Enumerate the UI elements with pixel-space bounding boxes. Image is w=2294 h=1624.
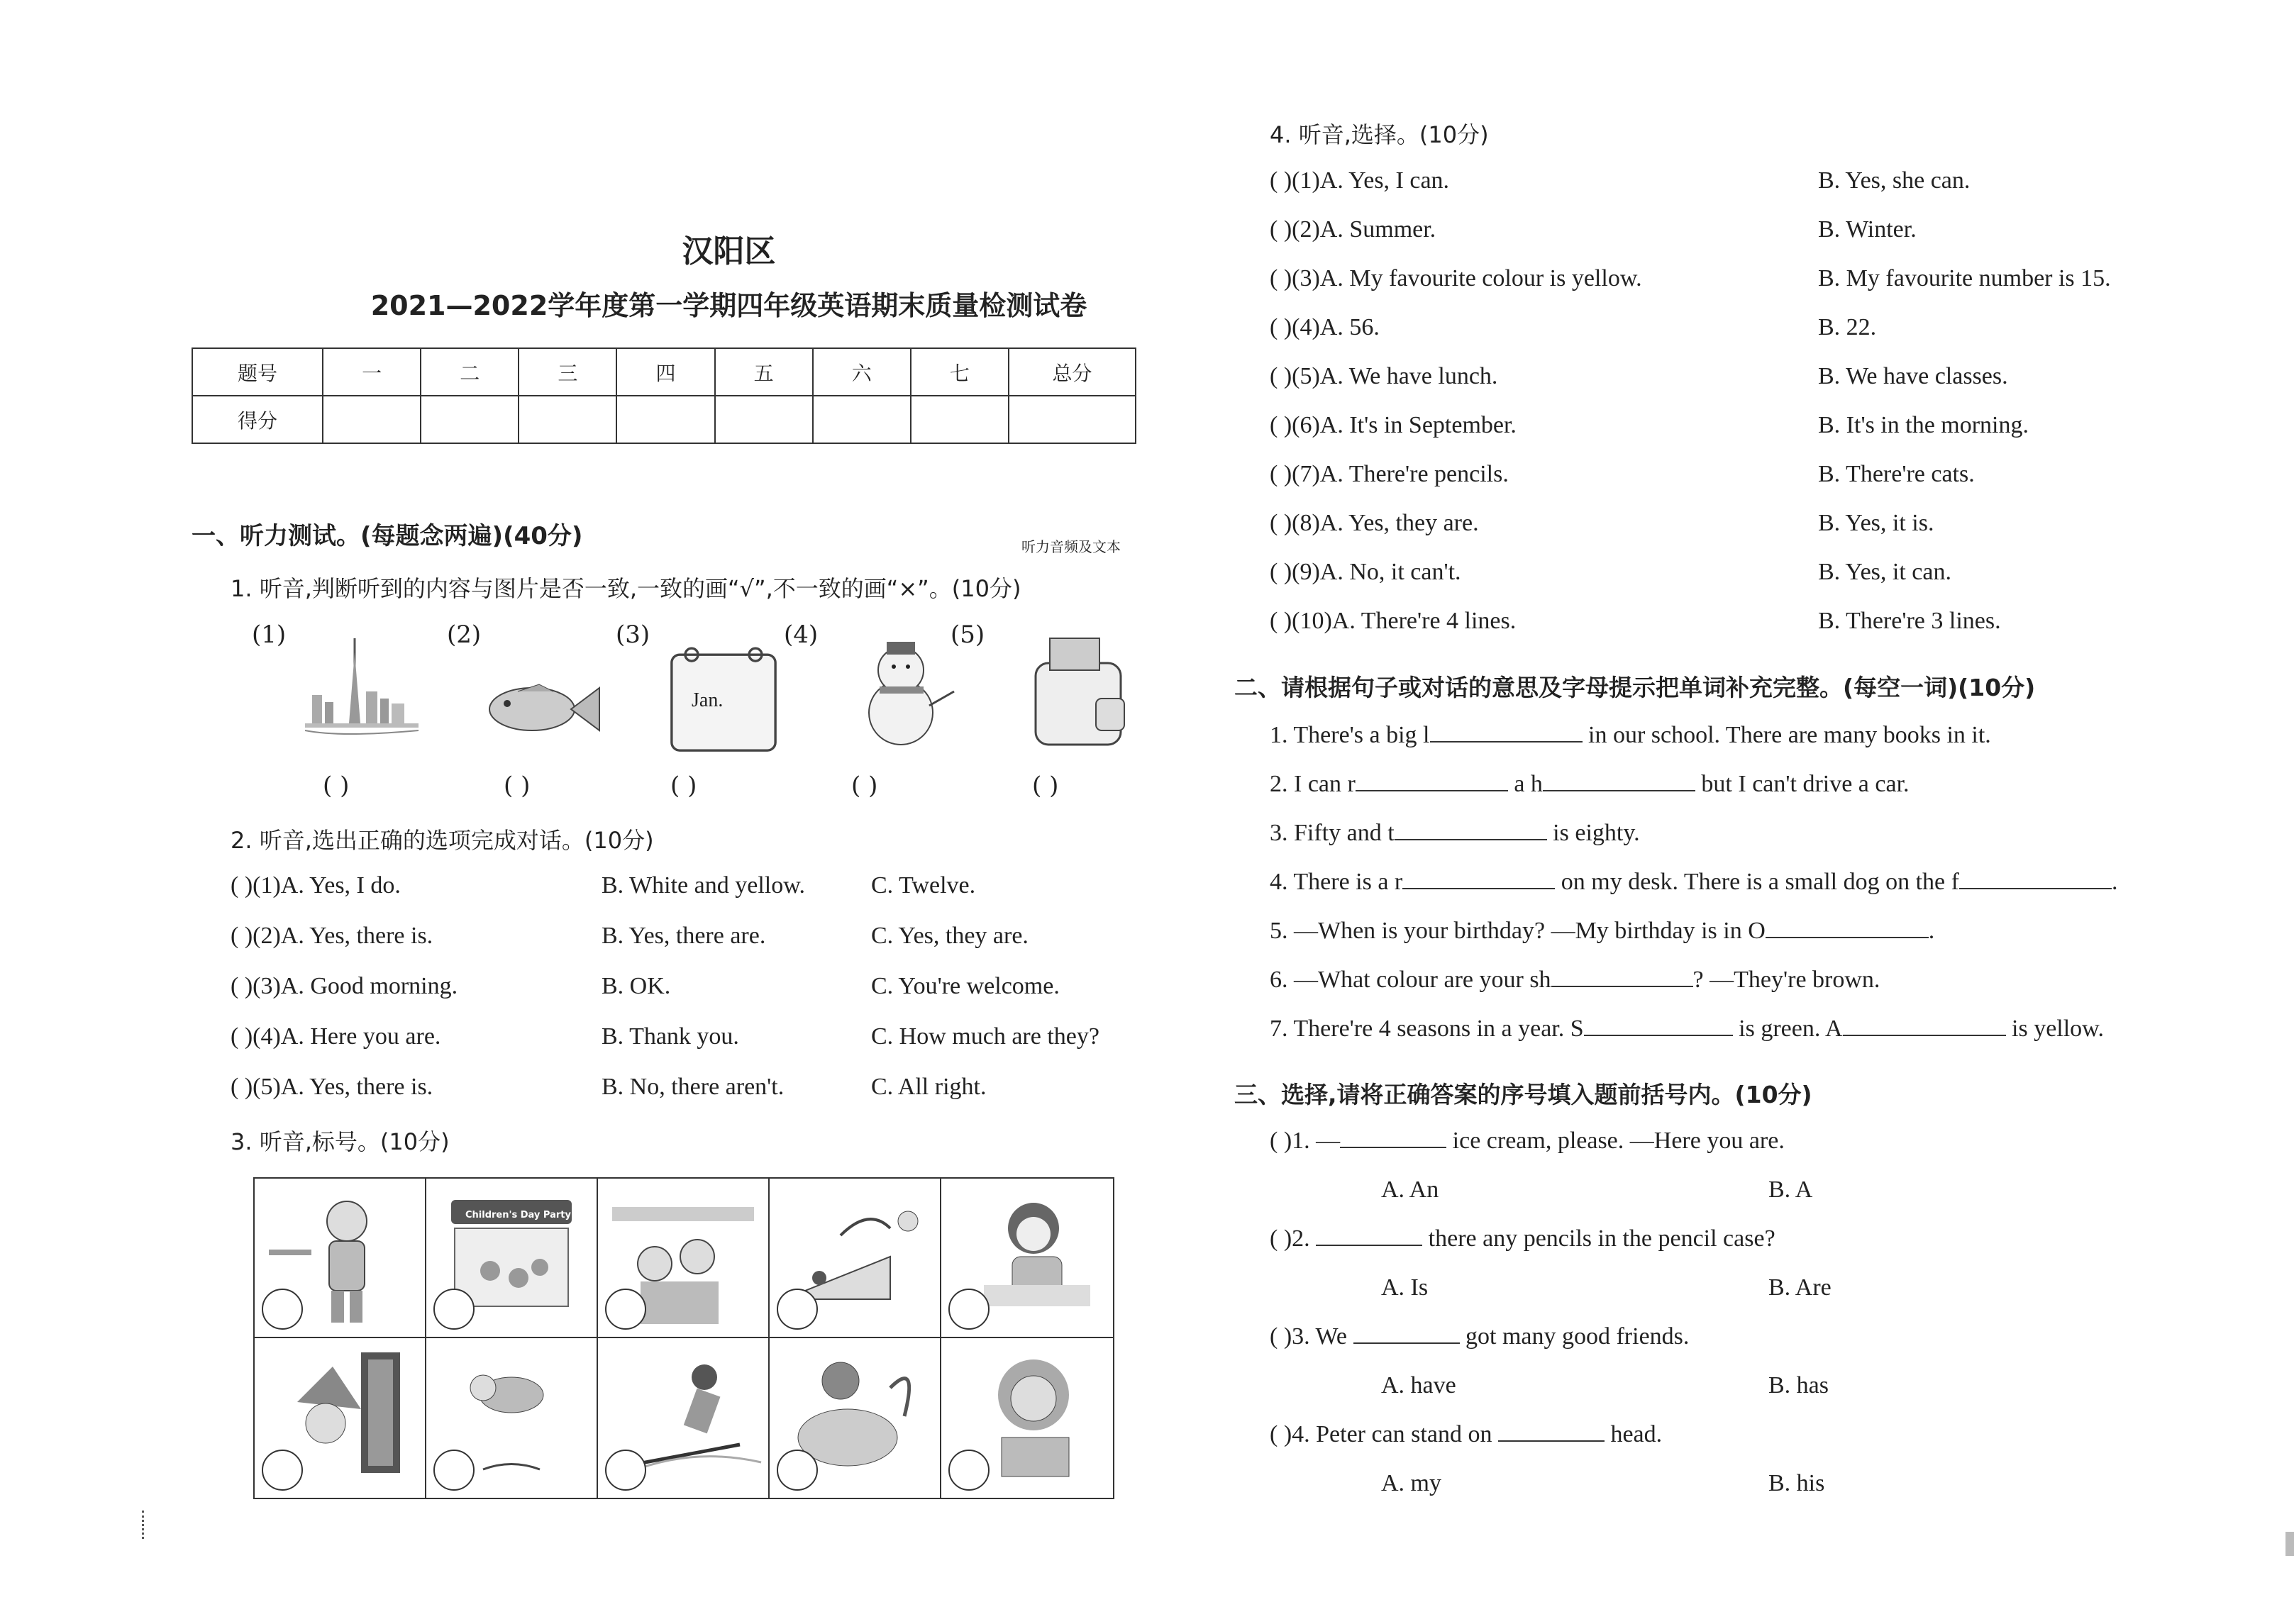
fill-text: . [1928,918,1935,944]
q1-answer-paren[interactable]: ( ) [1032,772,1059,800]
q1-label: (5) [951,621,985,649]
choice-text: ice cream, please. —Here you are. [1446,1128,1785,1154]
score-header-cell: 题号 [192,348,323,396]
score-header-cell: 五 [715,348,813,396]
schoolbag-picture [1014,631,1142,752]
district-title: 汉阳区 [682,233,776,269]
q3-picture-grid [253,1177,1114,1499]
fill-blank[interactable] [1395,839,1547,840]
q1-answer-paren[interactable]: ( ) [323,772,350,800]
choice-option-a[interactable]: A. my [1381,1470,1441,1496]
q3-number-circle[interactable] [777,1289,818,1330]
fill-line-2 [1270,771,1910,798]
q1-answer-paren[interactable]: ( ) [851,772,878,800]
q3-cell-party [426,1179,598,1338]
q1-label: (2) [447,621,482,649]
q4-item-a[interactable]: ( )(3)A. My favourite colour is yellow. [1270,265,1642,291]
fill-text: ? —They're brown. [1692,967,1880,993]
fill-line-4 [1270,869,2117,896]
q4-item-b[interactable]: B. Yes, it is. [1818,510,1934,536]
q3-prompt: 3. 听音,标号。(10分) [231,1128,450,1155]
q1-answer-paren[interactable]: ( ) [670,772,697,800]
fill-blank[interactable] [1843,1035,2006,1036]
q4-item-a[interactable]: ( )(8)A. Yes, they are. [1270,510,1479,536]
q4-item-b[interactable]: B. It's in the morning. [1818,412,2029,438]
q3-cell-family [598,1179,770,1338]
score-header-cell: 总分 [1009,348,1136,396]
score-header-cell: 一 [323,348,421,396]
q4-item-b[interactable]: B. My favourite number is 15. [1818,265,2111,291]
fill-blank[interactable] [1430,741,1583,743]
score-header-cell: 二 [421,348,519,396]
q4-item-b[interactable]: B. Yes, she can. [1818,167,1971,194]
q2-item-c[interactable]: C. Twelve. [871,872,976,899]
score-table [192,347,1136,444]
q3-number-circle[interactable] [948,1450,990,1491]
fill-blank[interactable] [1766,937,1929,938]
fill-blank[interactable] [1356,790,1508,791]
calendar-text: Jan. [692,689,724,711]
q3-cell-lion-reading [941,1338,1113,1498]
choice-text: ( )2. [1270,1225,1317,1252]
q3-number-circle[interactable] [605,1289,646,1330]
score-cell[interactable] [813,396,911,443]
fill-text: but I can't drive a car. [1695,771,1910,797]
score-cell[interactable] [616,396,714,443]
section3-heading: 三、选择,请将正确答案的序号填入题前括号内。(10分) [1234,1081,1812,1108]
choice-option-a[interactable]: A. have [1381,1372,1456,1398]
fill-text: 3. Fifty and t [1270,820,1395,846]
fill-text: 5. —When is your birthday? —My birthday is in O [1270,918,1766,944]
q4-item-a[interactable]: ( )(1)A. Yes, I can. [1270,167,1450,194]
city-skyline-picture [298,624,426,745]
q3-cell-skiing [598,1338,770,1498]
choice-option-b[interactable]: B. Are [1768,1274,1832,1301]
q2-item-c[interactable]: C. You're welcome. [871,973,1060,999]
q4-item-a[interactable]: ( )(10)A. There're 4 lines. [1270,608,1517,634]
audio-note: 听力音频及文本 [1021,538,1121,555]
party-banner-text: Children's Day Party [465,1210,571,1220]
choice-option-b[interactable]: B. has [1768,1372,1829,1398]
q2-item-c[interactable]: C. All right. [871,1074,987,1100]
fill-text: on my desk. There is a small dog on the f [1555,869,1959,895]
q4-item-b[interactable]: B. Yes, it can. [1818,559,1951,585]
fill-line-5 [1270,918,1934,945]
fill-text: in our school. There are many books in it. [1582,722,1991,748]
section1-heading: 一、听力测试。(每题念两遍)(40分) [192,522,583,550]
score-cell[interactable] [323,396,421,443]
fill-blank[interactable] [1959,888,2112,889]
q4-item-b[interactable]: B. We have classes. [1818,363,2008,389]
fill-text: 4. There is a r [1270,869,1403,895]
q2-item-a[interactable]: ( )(5)A. Yes, there is. [231,1074,433,1100]
q3-number-circle[interactable] [948,1289,990,1330]
fill-line-6 [1270,967,1880,994]
binding-dots [142,1511,147,1539]
fill-blank[interactable] [1543,790,1695,791]
choice-text: head. [1604,1421,1663,1447]
score-cell[interactable] [715,396,813,443]
snowman-picture [841,631,968,752]
q3-cell-slope [770,1179,941,1338]
q2-item-a[interactable]: ( )(4)A. Here you are. [231,1023,441,1050]
choice-text: there any pencils in the pencil case? [1422,1225,1775,1252]
q3-cell-witch-cat [255,1338,426,1498]
score-header-cell: 三 [519,348,616,396]
choice-question [1270,1128,1785,1155]
q1-label: (4) [784,621,819,649]
fill-text: . [2111,869,2118,895]
fill-blank[interactable] [1402,888,1555,889]
choice-option-a[interactable]: A. Is [1381,1274,1429,1301]
score-table-header-row [192,348,1136,396]
q3-number-circle[interactable] [262,1450,303,1491]
q2-item-b[interactable]: B. No, there aren't. [602,1074,785,1100]
q2-item-a[interactable]: ( )(2)A. Yes, there is. [231,923,433,949]
fill-text: 6. —What colour are your sh [1270,967,1551,993]
q1-label: (3) [616,621,650,649]
q4-item-a[interactable]: ( )(9)A. No, it can't. [1270,559,1461,585]
fill-text: is eighty. [1546,820,1640,846]
q4-item-a[interactable]: ( )(6)A. It's in September. [1270,412,1517,438]
page-edge-mark [2285,1532,2294,1556]
calendar-picture [660,638,787,759]
exam-title: 2021—2022学年度第一学期四年级英语期末质量检测试卷 [370,290,1087,321]
choice-blank[interactable] [1316,1245,1422,1246]
score-header-cell: 七 [911,348,1009,396]
fish-picture [475,649,603,769]
q3-cell-monkey [770,1338,941,1498]
q4-prompt: 4. 听音,选择。(10分) [1270,121,1489,148]
q4-item-a[interactable]: ( )(5)A. We have lunch. [1270,363,1498,389]
choice-option-b[interactable]: B. A [1768,1177,1813,1203]
section2-heading: 二、请根据句子或对话的意思及字母提示把单词补充完整。(每空一词)(10分) [1234,674,2036,701]
q4-item-a[interactable]: ( )(2)A. Summer. [1270,216,1436,243]
choice-blank[interactable] [1498,1440,1605,1442]
score-cell[interactable] [421,396,519,443]
fill-text: is green. A [1732,1016,1843,1042]
score-cell[interactable] [911,396,1009,443]
score-cell[interactable] [1009,396,1136,443]
choice-question [1270,1323,1689,1350]
q3-number-circle[interactable] [605,1450,646,1491]
q1-label: (1) [252,621,287,649]
q2-item-b[interactable]: B. Yes, there are. [602,923,766,949]
fill-line-1 [1270,722,1991,749]
score-row-label: 得分 [192,396,323,443]
q2-item-b[interactable]: B. OK. [602,973,671,999]
q1-prompt: 1. 听音,判断听到的内容与图片是否一致,一致的画“√”,不一致的画“×”。(10分) [231,575,1021,602]
q3-number-circle[interactable] [433,1450,475,1491]
q3-number-circle[interactable] [262,1289,303,1330]
q1-answer-paren[interactable]: ( ) [504,772,531,800]
fill-text: is yellow. [2005,1016,2105,1042]
fill-text: a h [1507,771,1543,797]
fill-line-7 [1270,1016,2104,1042]
choice-option-a[interactable]: A. An [1381,1177,1439,1203]
q3-cell-girl-reading [941,1179,1113,1338]
q2-item-b[interactable]: B. Thank you. [602,1023,739,1050]
q2-item-c[interactable]: C. How much are they? [871,1023,1099,1050]
q4-item-a[interactable]: ( )(4)A. 56. [1270,314,1380,340]
q2-item-b[interactable]: B. White and yellow. [602,872,806,899]
fill-text: 1. There's a big l [1270,722,1430,748]
fill-text: 7. There're 4 seasons in a year. S [1270,1016,1584,1042]
choice-text: ( )3. We [1270,1323,1353,1350]
q4-item-b[interactable]: B. Winter. [1818,216,1917,243]
fill-text: 2. I can r [1270,771,1356,797]
q2-prompt: 2. 听音,选出正确的选项完成对话。(10分) [231,827,654,854]
q4-item-b[interactable]: B. There're cats. [1818,461,1975,487]
choice-text: ( )4. Peter can stand on [1270,1421,1498,1447]
q2-item-c[interactable]: C. Yes, they are. [871,923,1029,949]
choice-option-b[interactable]: B. his [1768,1470,1825,1496]
q4-item-b[interactable]: B. There're 3 lines. [1818,608,2001,634]
choice-text: got many good friends. [1459,1323,1690,1350]
score-header-cell: 六 [813,348,911,396]
score-header-cell: 四 [616,348,714,396]
score-table-score-row [192,396,1136,443]
choice-blank[interactable] [1353,1342,1460,1344]
fill-blank[interactable] [1584,1035,1733,1036]
choice-question [1270,1225,1775,1252]
choice-text: ( )1. — [1270,1128,1341,1154]
fill-blank[interactable] [1551,986,1693,987]
q4-item-b[interactable]: B. 22. [1818,314,1877,340]
q2-item-a[interactable]: ( )(1)A. Yes, I do. [231,872,401,899]
choice-question [1270,1421,1662,1448]
score-cell[interactable] [519,396,616,443]
choice-blank[interactable] [1340,1147,1446,1148]
q2-item-a[interactable]: ( )(3)A. Good morning. [231,973,458,999]
q3-number-circle[interactable] [433,1289,475,1330]
q3-number-circle[interactable] [777,1450,818,1491]
q4-item-a[interactable]: ( )(7)A. There're pencils. [1270,461,1509,487]
q3-cell-cat-standing [255,1179,426,1338]
q3-cell-cat-jumping [426,1338,598,1498]
fill-line-3 [1270,820,1640,847]
